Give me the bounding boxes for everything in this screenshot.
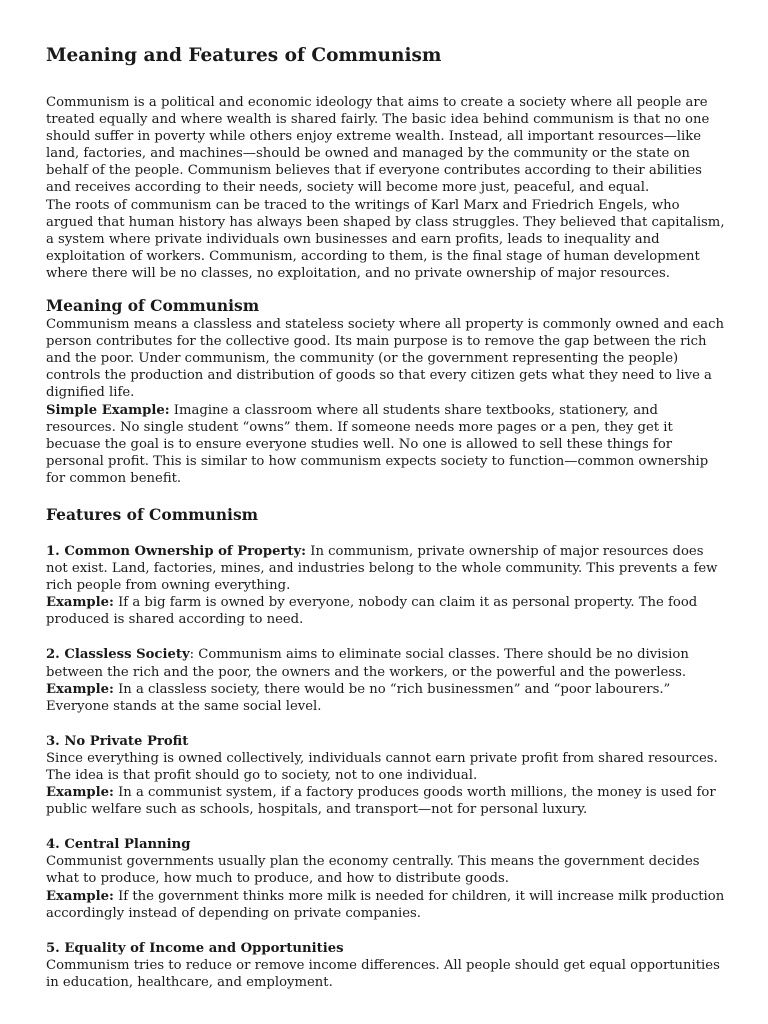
- feature-3-label: 3. No Private Profit: [46, 733, 189, 749]
- meaning-body: Communism means a classless and stateless society where all property is commonly owned and each person contributes for the collective good. Its main purpose is to remove the gap between the rich and the poor. Under communism, the community (or the government representing the people) controls the production and distribution of goods so that every citizen gets what they need to live a dignified life.: [46, 317, 725, 401]
- feature-3-example-text: In a communist system, if a factory produces goods worth millions, the money is used for public welfare such as schools, hospitals, and transport—not for personal luxury.: [46, 785, 716, 818]
- intro-paragraph-2: The roots of communism can be traced to the writings of Karl Marx and Friedrich Engels, who argued that human history has always been shaped by class struggles. They believed that capitalism, a system where private individuals own businesses and earn profits, leads to inequality and exploitation of workers. Communism, according to them, is the final stage of human development where there will be no classes, no exploitation, and no private ownership of major resources.: [46, 197, 725, 281]
- feature-5-text: Communism tries to reduce or remove income differences. All people should get equal opportunities in education, healthcare, and employment.: [46, 957, 720, 990]
- feature-4-example-label: Example:: [46, 888, 114, 904]
- features-heading: Features of Communism: [46, 504, 259, 524]
- feature-4-label-line: [46, 836, 726, 853]
- feature-3-example: [46, 784, 726, 818]
- meaning-example: [46, 402, 726, 487]
- feature-3-example-label: Example:: [46, 785, 114, 801]
- feature-4-example-text: If the government thinks more milk is needed for children, it will increase milk production accordingly instead of depending on private companies.: [46, 888, 725, 921]
- feature-1-example: [46, 594, 726, 628]
- feature-2-body: [46, 646, 726, 680]
- intro-paragraph-1: Communism is a political and economic ideology that aims to create a society where all people are treated equally and where wealth is shared fairly. The basic idea behind communism is that no one should suffer in poverty while others enjoy extreme wealth. Instead, all important resources—like land, factories, and machines—should be owned and managed by the community or the state on behalf of the people. Communism believes that if everyone contributes according to their abilities and receives according to their needs, society will become more just, peaceful, and equal.: [46, 95, 710, 196]
- feature-3-text: Since everything is owned collectively, individuals cannot earn private profit from shared resources. The idea is that profit should go to society, not to one individual.: [46, 750, 718, 783]
- document-page: [46, 44, 726, 991]
- feature-4-example: [46, 888, 726, 922]
- meaning-example-text: Imagine a classroom where all students share textbooks, stationery, and resources. No single student “owns” them. If someone needs more pages or a pen, they get it becuase the goal is to ensure everyone studies well. No one is allowed to sell these things for personal profit. This is similar to how communism expects society to function—common ownership for common benefit.: [46, 402, 709, 486]
- feature-1-text: In communism, private ownership of major resources does not exist. Land, factories, mines, and industries belong to the whole community. This prevents a few rich people from owning everything.: [46, 543, 718, 594]
- feature-2-example-text: In a classless society, there would be no “rich businessmen” and “poor labourers.” Everyone stands at the same social level.: [46, 681, 671, 714]
- feature-3-label-line: [46, 733, 726, 750]
- feature-5-label: 5. Equality of Income and Opportunities: [46, 940, 344, 956]
- feature-1-example-label: Example:: [46, 595, 114, 611]
- document-title: Meaning and Features of Communism: [46, 45, 442, 66]
- feature-2-text: : Communism aims to eliminate social classes. There should be no division between the rich and the poor, the owners and the workers, or the powerful and the powerless.: [46, 647, 689, 680]
- meaning-heading: Meaning of Communism: [46, 296, 260, 316]
- meaning-example-label: Simple Example:: [46, 402, 170, 418]
- feature-1-body: [46, 543, 726, 594]
- feature-4-label: 4. Central Planning: [46, 837, 191, 853]
- feature-1-label: 1. Common Ownership of Property:: [46, 543, 307, 559]
- feature-2-example-label: Example:: [46, 681, 114, 697]
- feature-1-example-text: If a big farm is owned by everyone, nobody can claim it as personal property. The food produced is shared according to need.: [46, 595, 698, 628]
- feature-2-label: 2. Classless Society: [46, 647, 190, 663]
- feature-5-label-line: [46, 940, 726, 957]
- feature-4-text: Communist governments usually plan the economy centrally. This means the government decides what to produce, how much to produce, and how to distribute goods.: [46, 854, 700, 887]
- feature-2-example: [46, 681, 726, 715]
